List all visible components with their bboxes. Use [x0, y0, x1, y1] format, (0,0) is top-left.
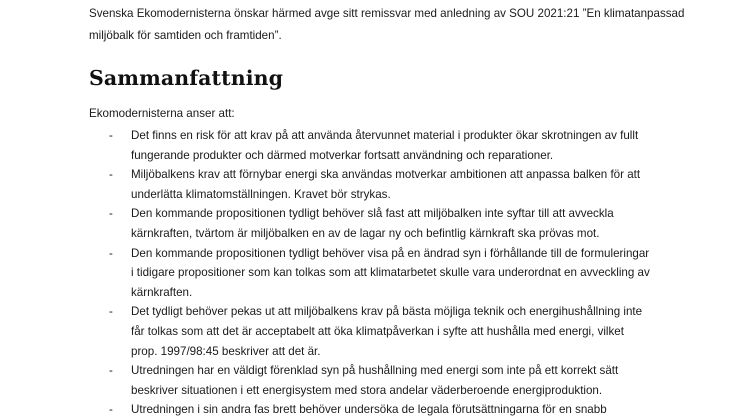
bullet-text: Det tydligt behöver pekas ut att miljöbalkens krav på bästa möjliga teknik och energihushållning inte får tolkas som att det är acceptabelt att öka klimatpåverkan i syfte att hushålla med energi, vilket prop. 1997/98:45 beskriver att det är. [131, 305, 643, 358]
lead-sentence: Ekomodernisterna anser att: [89, 107, 235, 120]
summary-bullet-list [0, 126, 746, 419]
bullet-text: Utredningen har en väldigt förenklad syn på hushållning med energi som inte på ett korrekt sätt beskriver situationen i ett energisystem med stora andelar väderberoende energiproduktion. [131, 364, 619, 397]
bullet-text: Utredningen i sin andra fas brett behöver undersöka de legala förutsättningarna för en snabb [131, 403, 607, 417]
list-item [0, 165, 651, 204]
bullet-dash: - [109, 168, 113, 182]
bullet-dash: - [109, 207, 113, 221]
bullet-dash: - [109, 364, 113, 378]
bullet-text: Den kommande propositionen tydligt behöver visa på en ändrad syn i förhållande till de formuleringar i tidigare propositioner som kan tolkas som att klimatarbetet skulle vara underordnat en avveckling av kärnkraften. [131, 246, 650, 299]
list-item [0, 302, 651, 361]
list-item [0, 204, 651, 243]
list-item [0, 126, 651, 165]
intro-paragraph: Svenska Ekomodernisterna önskar härmed avge sitt remissvar med anledning av SOU 2021:21 ”En klimatanpassad miljöbalk för samtiden och framtiden”. [89, 7, 685, 42]
bullet-dash: - [109, 246, 113, 260]
bullet-dash: - [109, 305, 113, 319]
bullet-dash: - [109, 403, 113, 417]
list-item [0, 400, 651, 419]
bullet-text: Den kommande propositionen tydligt behöver slå fast att miljöbalken inte syftar till att avveckla kärnkraften, tvärtom är miljöbalken en av de lagar ny och befintlig kärnkraft ska prövas mot. [131, 207, 614, 240]
bullet-text: Det finns en risk för att krav på att använda återvunnet material i produkter ökar skrotningen av fullt fungerande produkter och därmed motverkar fortsatt användning och reparationer. [131, 129, 639, 162]
bullet-text: Miljöbalkens krav att förnybar energi ska användas motverkar ambitionen att anpassa balken för att underlätta klimatomställningen. Kravet bör strykas. [131, 168, 641, 201]
section-heading: Sammanfattning [89, 66, 284, 90]
list-item [0, 361, 651, 400]
list-item [0, 244, 651, 303]
bullet-dash: - [109, 129, 113, 142]
